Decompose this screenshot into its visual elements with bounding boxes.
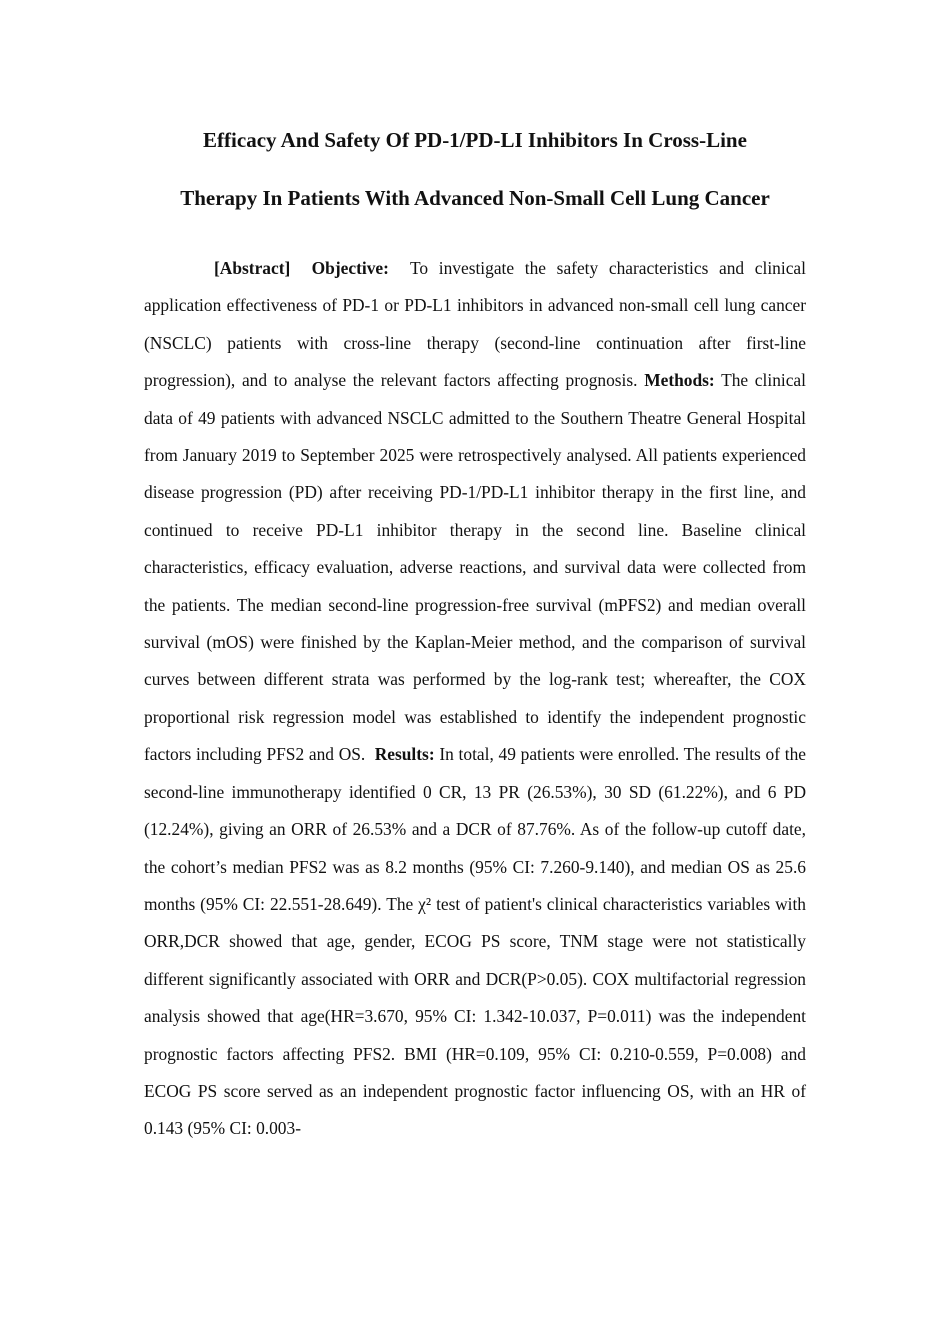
abstract-label: [Abstract] [214, 258, 291, 278]
paper-title-line-1: Efficacy And Safety Of PD-1/PD-LI Inhibitors In Cross-Line [203, 128, 747, 152]
abstract-paragraph [144, 250, 806, 1148]
methods-label: Methods: [644, 370, 715, 391]
results-label: Results: [374, 744, 435, 765]
paper-title-line-2: Therapy In Patients With Advanced Non-Small Cell Lung Cancer [180, 186, 770, 210]
objective-text: To investigate the safety characteristics and clinical application effectiveness of PD-1 or PD-L1 inhibitors in advanced non-small cell lung cancer (NSCLC) patients with cross-line therapy (second-line continuation after first-line progression), and to analyse the relevant factors affecting prognosis. [144, 258, 806, 391]
methods-text: The clinical data of 49 patients with advanced NSCLC admitted to the Southern Theatre General Hospital from January 2019 to September 2025 were retrospectively analysed. All patients experienced disease progression (PD) after receiving PD-1/PD-L1 inhibitor therapy in the first line, and continued to receive PD-L1 inhibitor therapy in the second line. Baseline clinical characteristics, efficacy evaluation, adverse reactions, and survival data were collected from the patients. The median second-line progression-free survival (mPFS2) and median overall survival (mOS) were finished by the Kaplan-Meier method, and the comparison of survival curves between different strata was performed by the log-rank test; whereafter, the COX proportional risk regression model was established to identify the independent prognostic factors including PFS2 and OS. [144, 370, 806, 765]
results-text: In total, 49 patients were enrolled. The results of the second-line immunotherapy identified 0 CR, 13 PR (26.53%), 30 SD (61.22%), and 6 PD (12.24%), giving an ORR of 26.53% and a DCR of 87.76%. As of the follow-up cutoff date, the cohort’s median PFS2 was as 8.2 months (95% CI: 7.260-9.140), and median OS as 25.6 months (95% CI: 22.551-28.649). The χ² test of patient's clinical characteristics variables with ORR,DCR showed that age, gender, ECOG PS score, TNM stage were not statistically different significantly associated with ORR and DCR(P>0.05). COX multifactorial regression analysis showed that age(HR=3.670, 95% CI: 1.342-10.037, P=0.011) was the independent prognostic factors affecting PFS2. BMI (HR=0.109, 95% CI: 0.210-0.559, P=0.008) and ECOG PS score served as an independent prognostic factor influencing OS, with an HR of 0.143 (95% CI: 0.003- [144, 744, 806, 1139]
objective-label: Objective: [311, 258, 389, 278]
